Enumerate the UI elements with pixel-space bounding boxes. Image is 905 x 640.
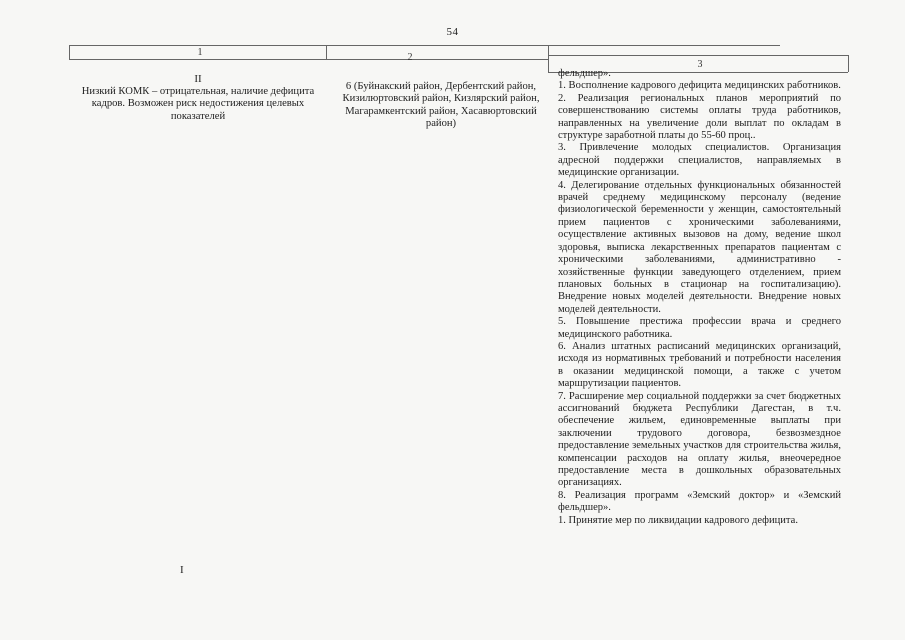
next-category-roman-numeral: I: [180, 564, 184, 576]
districts-cell: [334, 81, 548, 131]
measure-item: 4. Делегирование отдельных функциональных обязанностей врачей среднему медицинскому персоналу (ведение физиологической беременности у женщин, самостоятельный прием пациентов с хроническими заболеваниями, осуществление активных вызовов на дому, ведение школ здоровья, выписка лекарственных препаратов пациентам с хроническими заболеваниями, административно - хозяйственные функции заведующего отделением, прием плановых больных в стационар на госпитализацию). Внедрение новых моделей деятельности. Внедрение новых моделей деятельности.: [558, 179, 841, 315]
measure-item: 6. Анализ штатных расписаний медицинских организаций, исходя из нормативных требований и потребности населения в оказании медицинской помощи, а также с учетом маршрутизации пациентов.: [558, 340, 841, 390]
header-divider-1: [326, 45, 327, 60]
category-roman-numeral: II: [194, 73, 202, 85]
measure-item: 5. Повышение престижа профессии врача и среднего медицинского работника.: [558, 316, 841, 340]
measure-item: 7. Расширение мер социальной поддержки за счет бюджетных ассигнований бюджета Республики Дагестан, в т.ч. обеспечение жильем, единовременные выплаты при заключении трудового договора, безвозмездное предоставление земельных участков для строительства жилья, компенсации расходов на оплату жилья, внеочередное предоставление места в дошкольных образовательных организациях.: [558, 390, 841, 489]
measure-item: 1. Восполнение кадрового дефицита медицинских работников.: [558, 80, 841, 92]
page-number: 54: [446, 26, 459, 38]
header-top-border-right: [548, 55, 848, 56]
measure-item: фельдшер».: [558, 68, 611, 79]
header-right-border: [848, 55, 849, 72]
header-divider-2: [548, 45, 549, 72]
header-left-border: [69, 45, 70, 60]
header-top-border: [69, 45, 780, 46]
measure-item: 1. Принятие мер по ликвидации кадрового дефицита.: [558, 514, 798, 526]
header-col-3: 3: [697, 59, 703, 70]
measure-item: 8. Реализация программ «Земский доктор» и «Земский фельдшер».: [558, 489, 841, 514]
header-bottom-border: [69, 59, 549, 60]
measure-item: 3. Привлечение молодых специалистов. Организация адресной поддержки специалистов, направляемых в медицинские организации.: [558, 142, 841, 179]
districts-text: 6 (Буйнакский район, Дербентский район, Кизилюртовский район, Кизлярский район, Магарамкентский район, Хасавюртовский район): [342, 81, 540, 130]
category-description: Низкий КОМК – отрицательная, наличие дефицита кадров. Возможен риск недостижения целевых показателей: [81, 86, 315, 122]
measure-item: 2. Реализация региональных планов мероприятий по совершенствованию системы оплаты труда работников, направленных на увеличение доли выплат по окладам в структуре заработной платы до 55-60 проц..: [558, 92, 841, 142]
category-cell: [70, 73, 326, 123]
measures-cell: [558, 68, 841, 527]
header-col-2: 2: [407, 52, 413, 63]
header-col-1: 1: [197, 47, 203, 58]
